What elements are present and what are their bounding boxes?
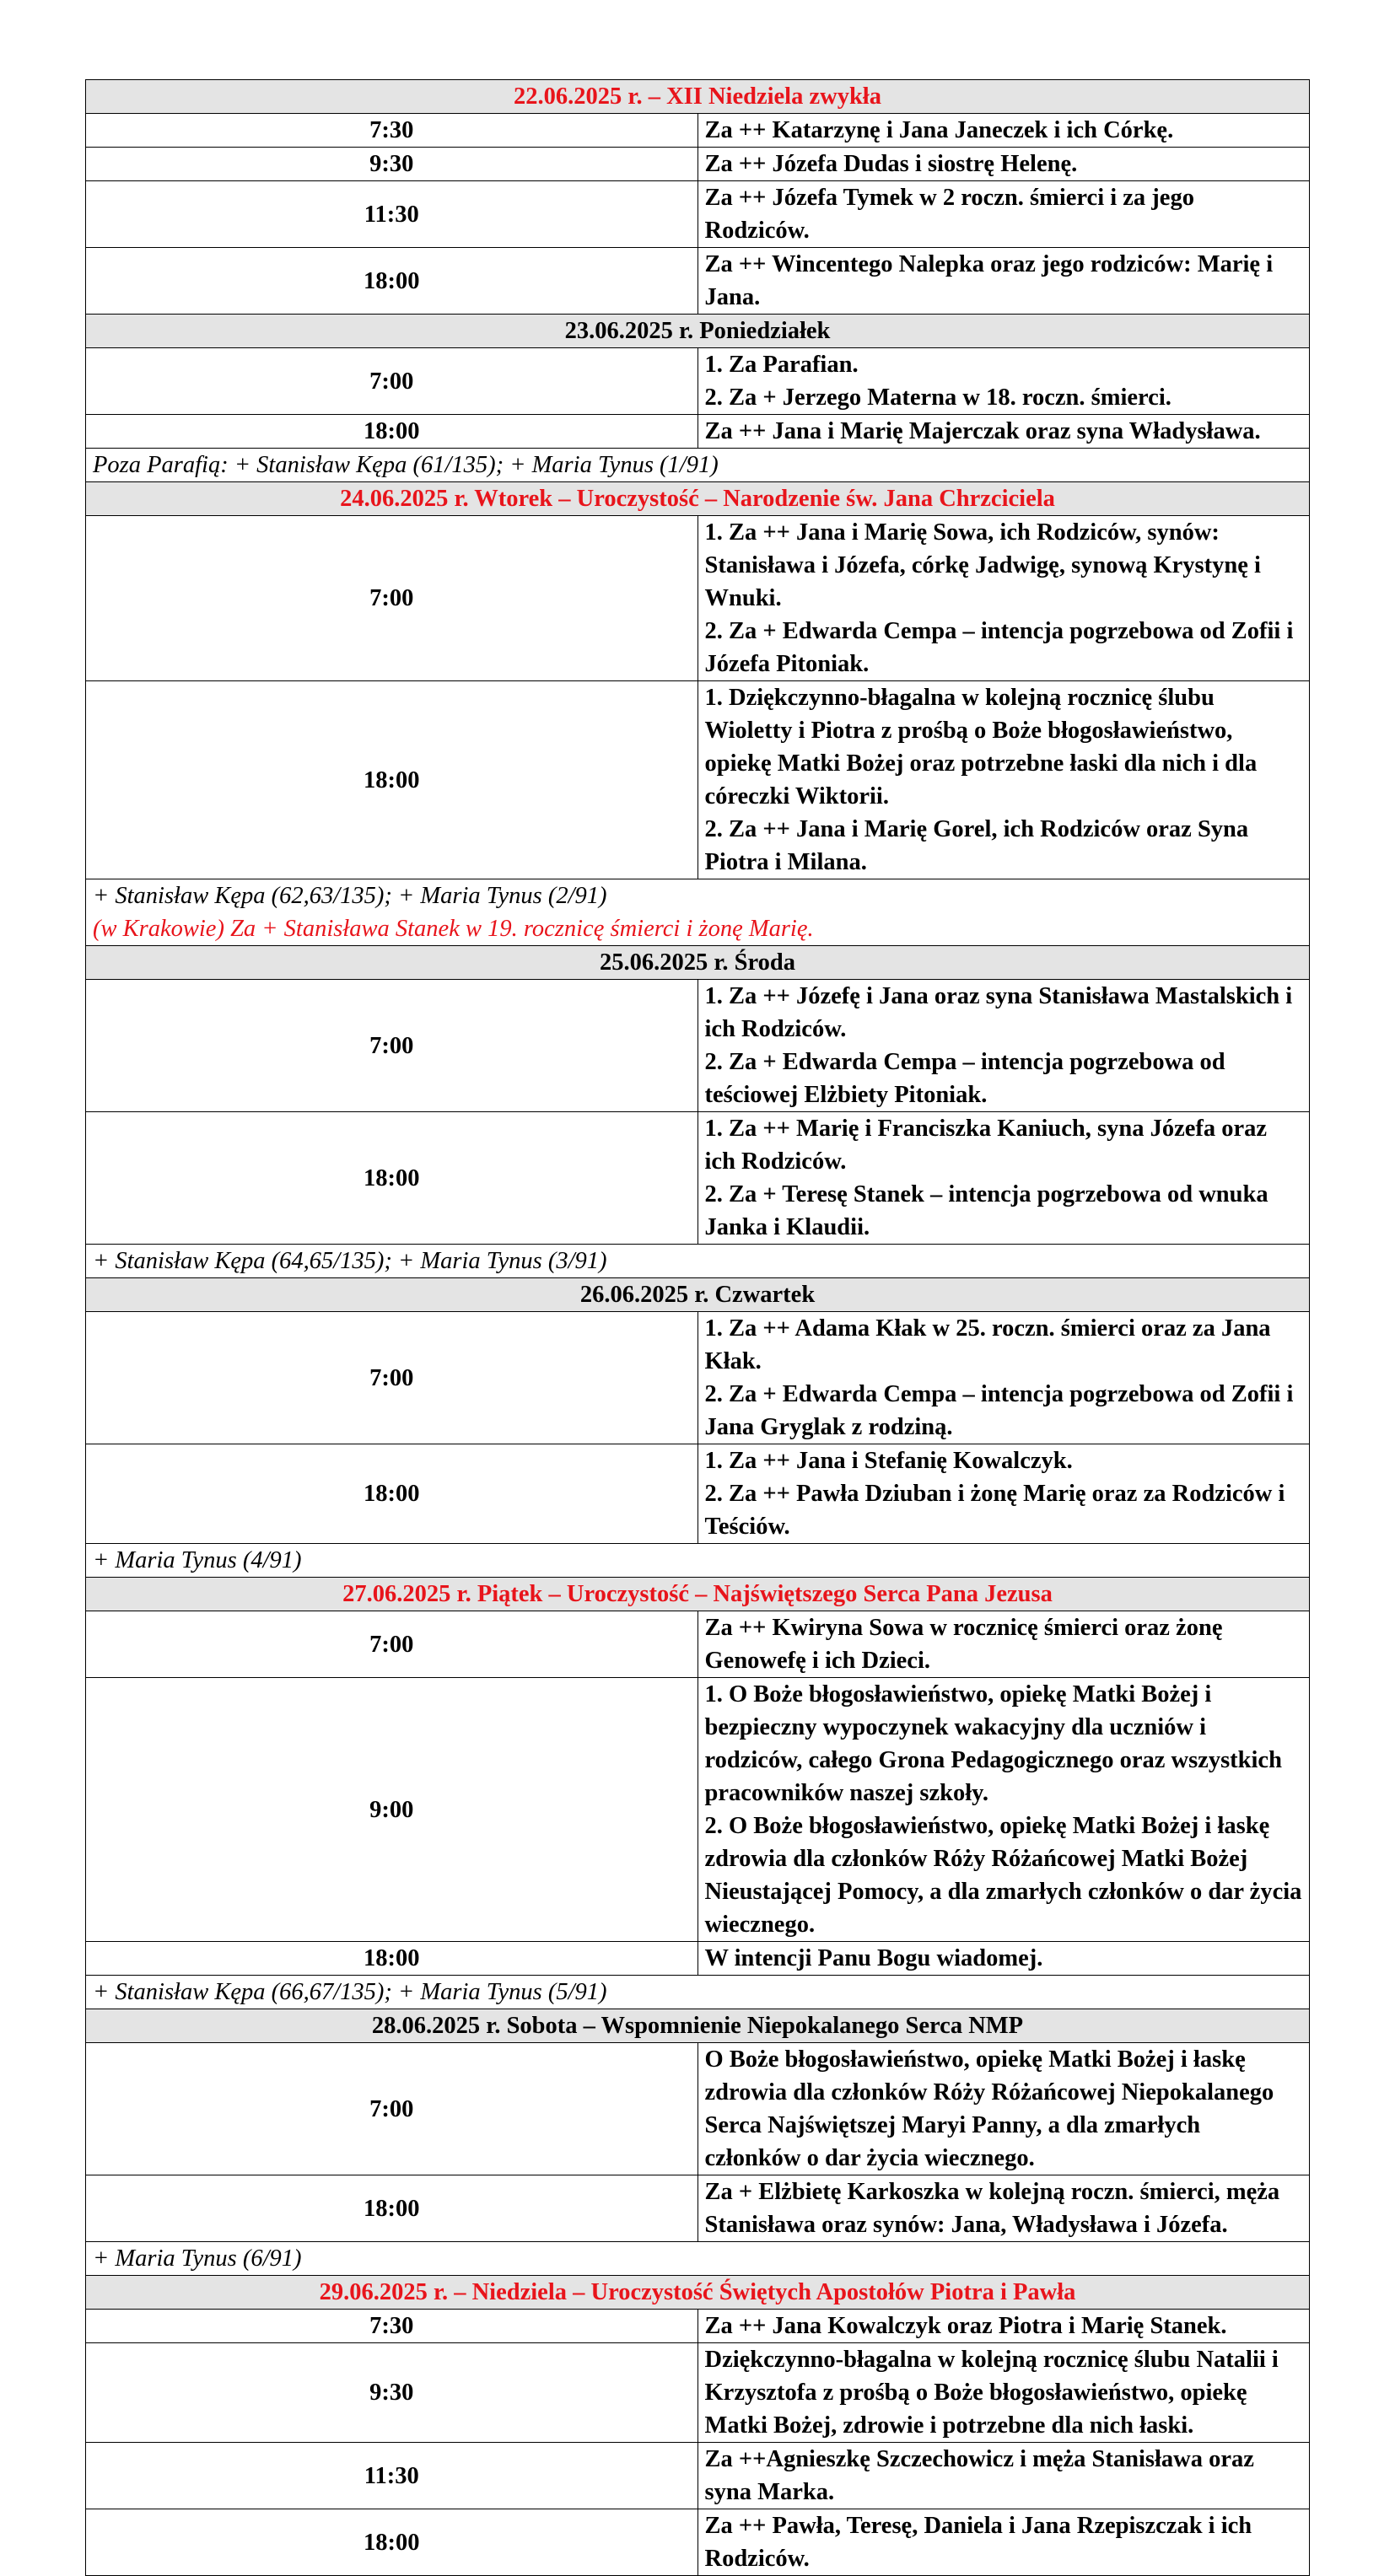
intention-text: 1. Dziękczynno-błagalna w kolejną rocznicę ślubu Wioletty i Piotra z prośbą o Boże błogosławieństwo, opiekę Matki Bożej oraz potrzebne łaski dla nich i dla córeczki Wiktorii. [704, 685, 1258, 809]
day-header-row [86, 2276, 1310, 2310]
note-text: + Maria Tynus (4/91) [93, 1547, 302, 1573]
mass-time: 9:30 [86, 148, 698, 181]
note-row [86, 1245, 1310, 1278]
mass-schedule [85, 79, 1310, 2576]
intention-text: 1. Za ++ Jana i Marię Sowa, ich Rodziców, synów: Stanisława i Józefa, córkę Jadwigę, synową Krystynę i Wnuki. [704, 519, 1261, 611]
mass-time: 18:00 [86, 2175, 698, 2242]
mass-row [86, 2443, 1310, 2509]
mass-time: 18:00 [86, 2509, 698, 2576]
mass-intentions [698, 980, 1310, 1112]
mass-time: 11:30 [86, 2443, 698, 2509]
intention-text: 1. Za ++ Jana i Stefanię Kowalczyk. [704, 1448, 1073, 1474]
note-row [86, 1544, 1310, 1578]
intention-text: 2. Za + Edwarda Cempa – intencja pogrzebowa od Zofii i Józefa Pitoniak. [704, 618, 1294, 677]
mass-time: 18:00 [86, 1112, 698, 1245]
intention-text: Dziękczynno-błagalna w kolejną rocznicę ślubu Natalii i Krzysztofa z prośbą o Boże błogosławieństwo, opiekę Matki Bożej, zdrowie i potrzebne dla nich łaski. [704, 2347, 1279, 2439]
schedule-body [86, 80, 1310, 2576]
intention-text: Za ++ Pawła, Teresę, Daniela i Jana Rzepiszczak i ich Rodziców. [704, 2513, 1252, 2572]
mass-intentions [698, 114, 1310, 148]
note-cell [86, 1976, 1310, 2009]
mass-intentions [698, 148, 1310, 181]
day-header-row [86, 482, 1310, 516]
mass-intentions [698, 415, 1310, 449]
mass-time: 11:30 [86, 181, 698, 248]
day-header-row [86, 1578, 1310, 1611]
mass-time: 7:00 [86, 980, 698, 1112]
day-header-row [86, 315, 1310, 348]
mass-row [86, 2343, 1310, 2443]
day-header: 28.06.2025 r. Sobota – Wspomnienie Niepokalanego Serca NMP [86, 2009, 1310, 2043]
note-row [86, 879, 1310, 946]
mass-time: 7:30 [86, 114, 698, 148]
mass-row [86, 248, 1310, 315]
intention-text: 1. Za Parafian. [704, 352, 859, 378]
mass-intentions [698, 1611, 1310, 1678]
intention-text: Za ++ Kwiryna Sowa w rocznicę śmierci oraz żonę Genowefę i ich Dzieci. [704, 1615, 1223, 1674]
note-cell [86, 2242, 1310, 2276]
day-header-row [86, 1278, 1310, 1312]
mass-intentions [698, 1312, 1310, 1444]
intention-text: 2. Za + Edwarda Cempa – intencja pogrzebowa od Zofii i Jana Gryglak z rodziną. [704, 1381, 1294, 1440]
note-cell [86, 1544, 1310, 1578]
mass-intentions [698, 1112, 1310, 1245]
mass-row [86, 1611, 1310, 1678]
mass-time: 18:00 [86, 681, 698, 879]
mass-row [86, 114, 1310, 148]
mass-row [86, 348, 1310, 415]
intention-text: 2. Za + Teresę Stanek – intencja pogrzebowa od wnuka Janka i Klaudii. [704, 1181, 1268, 1240]
note-cell [86, 879, 1310, 946]
note-text: Poza Parafią: + Stanisław Kępa (61/135); + Maria Tynus (1/91) [93, 452, 719, 478]
intention-text: 2. O Boże błogosławieństwo, opiekę Matki Bożej i łaskę zdrowia dla członków Róży Różańcowej Matki Bożej Nieustającej Pomocy, a dla zmarłych członków o dar życia wiecznego. [704, 1813, 1302, 1938]
intention-text: W intencji Panu Bogu wiadomej. [704, 1945, 1043, 1971]
note-text: + Stanisław Kępa (64,65/135); + Maria Tynus (3/91) [93, 1248, 607, 1274]
note-row [86, 2242, 1310, 2276]
note-cell [86, 449, 1310, 482]
day-header: 27.06.2025 r. Piątek – Uroczystość – Najświętszego Serca Pana Jezusa [86, 1578, 1310, 1611]
note-text: + Stanisław Kępa (66,67/135); + Maria Tynus (5/91) [93, 1979, 607, 2005]
mass-row [86, 1678, 1310, 1942]
mass-row [86, 516, 1310, 681]
mass-row [86, 1312, 1310, 1444]
mass-intentions [698, 2343, 1310, 2443]
day-header: 22.06.2025 r. – XII Niedziela zwykła [86, 80, 1310, 114]
day-header-row [86, 80, 1310, 114]
mass-row [86, 148, 1310, 181]
intention-text: 1. Za ++ Józefę i Jana oraz syna Stanisława Mastalskich i ich Rodziców. [704, 983, 1293, 1042]
mass-row [86, 1444, 1310, 1544]
mass-intentions [698, 2443, 1310, 2509]
intention-text: O Boże błogosławieństwo, opiekę Matki Bożej i łaskę zdrowia dla członków Róży Różańcowej Niepokalanego Serca Najświętszej Maryi Panny, a dla zmarłych członków o dar życia wiecznego. [704, 2046, 1274, 2171]
intention-text: Za ++ Jana Kowalczyk oraz Piotra i Marię Stanek. [704, 2313, 1227, 2339]
mass-time: 18:00 [86, 415, 698, 449]
mass-row [86, 2043, 1310, 2175]
mass-intentions [698, 1444, 1310, 1544]
mass-row [86, 980, 1310, 1112]
intention-text: Za ++ Katarzynę i Jana Janeczek i ich Córkę. [704, 117, 1174, 143]
mass-row [86, 2509, 1310, 2576]
note-text: (w Krakowie) Za + Stanisława Stanek w 19. rocznicę śmierci i żonę Marię. [93, 916, 814, 942]
day-header: 24.06.2025 r. Wtorek – Uroczystość – Narodzenie św. Jana Chrzciciela [86, 482, 1310, 516]
mass-row [86, 2175, 1310, 2242]
mass-intentions [698, 516, 1310, 681]
mass-time: 18:00 [86, 1444, 698, 1544]
mass-row [86, 181, 1310, 248]
intention-text: 1. O Boże błogosławieństwo, opiekę Matki Bożej i bezpieczny wypoczynek wakacyjny dla uczniów i rodziców, całego Grona Pedagogicznego oraz wszystkich pracowników naszej szkoły. [704, 1681, 1282, 1806]
mass-time: 7:00 [86, 1611, 698, 1678]
intention-text: 1. Za ++ Adama Kłak w 25. roczn. śmierci oraz za Jana Kłak. [704, 1315, 1271, 1374]
note-cell [86, 1245, 1310, 1278]
mass-time: 9:30 [86, 2343, 698, 2443]
mass-time: 7:00 [86, 348, 698, 415]
mass-row [86, 2310, 1310, 2343]
mass-intentions [698, 681, 1310, 879]
mass-time: 7:30 [86, 2310, 698, 2343]
mass-intentions [698, 2043, 1310, 2175]
day-header-row [86, 2009, 1310, 2043]
intention-text: Za ++ Jana i Marię Majerczak oraz syna Władysława. [704, 418, 1261, 444]
mass-row [86, 681, 1310, 879]
day-header: 26.06.2025 r. Czwartek [86, 1278, 1310, 1312]
mass-intentions [698, 248, 1310, 315]
note-row [86, 449, 1310, 482]
mass-row [86, 1942, 1310, 1976]
mass-time: 7:00 [86, 1312, 698, 1444]
intention-text: Za ++ Józefa Tymek w 2 roczn. śmierci i za jego Rodziców. [704, 185, 1194, 244]
mass-time: 7:00 [86, 516, 698, 681]
intention-text: Za ++ Wincentego Nalepka oraz jego rodziców: Marię i Jana. [704, 251, 1274, 310]
mass-row [86, 1112, 1310, 1245]
intention-text: 2. Za ++ Jana i Marię Gorel, ich Rodziców oraz Syna Piotra i Milana. [704, 816, 1249, 875]
day-header: 29.06.2025 r. – Niedziela – Uroczystość Świętych Apostołów Piotra i Pawła [86, 2276, 1310, 2310]
intention-text: 2. Za + Jerzego Materna w 18. roczn. śmierci. [704, 385, 1171, 411]
intention-text: 1. Za ++ Marię i Franciszka Kaniuch, syna Józefa oraz ich Rodziców. [704, 1116, 1268, 1175]
mass-intentions [698, 181, 1310, 248]
day-header: 23.06.2025 r. Poniedziałek [86, 315, 1310, 348]
intention-text: 2. Za + Edwarda Cempa – intencja pogrzebowa od teściowej Elżbiety Pitoniak. [704, 1049, 1225, 1108]
mass-intentions [698, 2175, 1310, 2242]
intention-text: 2. Za ++ Pawła Dziuban i żonę Marię oraz za Rodziców i Teściów. [704, 1481, 1285, 1540]
mass-intentions [698, 2509, 1310, 2576]
note-text: + Maria Tynus (6/91) [93, 2245, 302, 2272]
mass-time: 9:00 [86, 1678, 698, 1942]
intention-text: Za + Elżbietę Karkoszka w kolejną roczn. śmierci, męża Stanisława oraz synów: Jana, Władysława i Józefa. [704, 2179, 1280, 2238]
intention-text: Za ++Agnieszkę Szczechowicz i męża Stanisława oraz syna Marka. [704, 2446, 1254, 2505]
mass-time: 7:00 [86, 2043, 698, 2175]
mass-time: 18:00 [86, 1942, 698, 1976]
mass-intentions [698, 348, 1310, 415]
mass-intentions [698, 2310, 1310, 2343]
mass-row [86, 415, 1310, 449]
note-row [86, 1976, 1310, 2009]
mass-schedule-table [85, 79, 1310, 2576]
mass-time: 18:00 [86, 248, 698, 315]
mass-intentions [698, 1678, 1310, 1942]
mass-intentions [698, 1942, 1310, 1976]
note-text: + Stanisław Kępa (62,63/135); + Maria Tynus (2/91) [93, 883, 607, 909]
day-header: 25.06.2025 r. Środa [86, 946, 1310, 980]
intention-text: Za ++ Józefa Dudas i siostrę Helenę. [704, 151, 1078, 177]
day-header-row [86, 946, 1310, 980]
